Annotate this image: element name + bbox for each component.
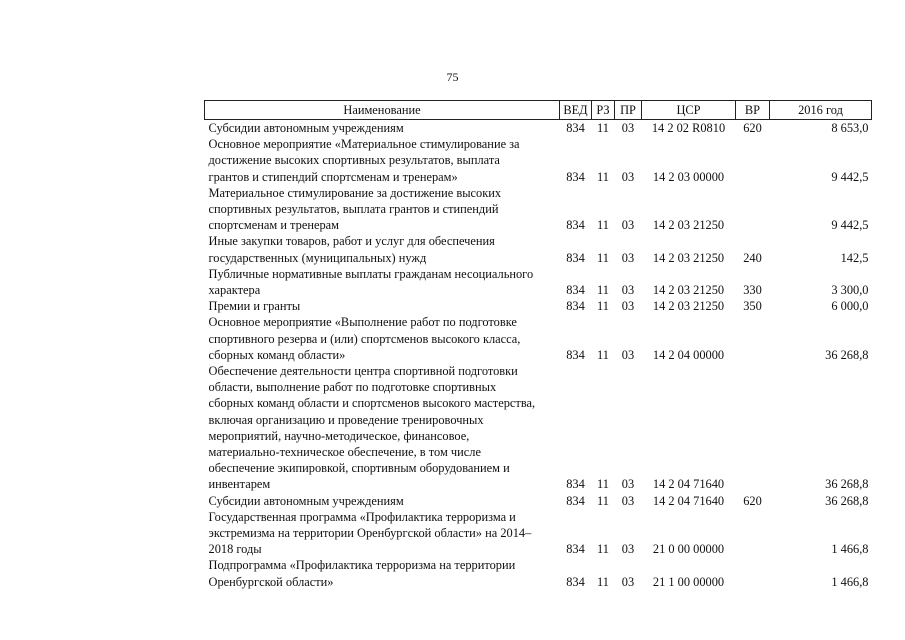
- row-ved: 834: [566, 574, 585, 589]
- row-rz: 11: [597, 283, 609, 298]
- row-amount: 6 000,0: [831, 299, 869, 314]
- row-csr: 14 2 04 00000: [652, 347, 725, 362]
- row-vr: 240: [743, 250, 762, 265]
- row-vr: [736, 363, 770, 493]
- row-pr: 03: [621, 283, 635, 298]
- table-row: [205, 363, 872, 493]
- row-name: [205, 233, 560, 265]
- row-name: [205, 185, 560, 234]
- row-amount: 142,5: [840, 250, 869, 265]
- row-pr: 03: [621, 169, 635, 184]
- row-name-line: грантов и стипендий спортсменам и тренерам»: [208, 169, 458, 184]
- row-name-line: Основное мероприятие «Выполнение работ по подготовке: [208, 315, 517, 330]
- header-name: Наименование: [205, 101, 560, 120]
- row-vr: 620: [743, 493, 762, 508]
- row-vr: [736, 509, 770, 558]
- row-ved: 834: [566, 347, 585, 362]
- budget-table: [204, 100, 872, 590]
- row-csr: 14 2 03 21250: [652, 283, 725, 298]
- row-name-line: включая организацию и проведение тренировочных: [208, 412, 484, 427]
- row-csr: 14 2 03 00000: [652, 169, 725, 184]
- table-row: [205, 185, 872, 234]
- row-name-line: Оренбургской области»: [208, 574, 334, 589]
- row-name-line: Иные закупки товаров, работ и услуг для обеспечения: [208, 234, 495, 249]
- row-name-line: Государственная программа «Профилактика терроризма и: [208, 509, 516, 524]
- row-pr: 03: [621, 250, 635, 265]
- row-pr: 03: [621, 542, 635, 557]
- row-name: [205, 298, 560, 314]
- header-pr: ПР: [615, 101, 642, 120]
- row-pr: 03: [621, 218, 635, 233]
- row-rz: 11: [597, 347, 609, 362]
- row-vr: [736, 185, 770, 234]
- row-name-line: мероприятий, научно-методическое, финансовое,: [208, 428, 470, 443]
- row-ved: 834: [566, 121, 585, 135]
- row-csr: 14 2 02 R0810: [651, 121, 726, 135]
- row-name-line: государственных (муниципальных) нужд: [208, 250, 427, 265]
- row-amount: 36 268,8: [825, 347, 869, 362]
- row-rz: 11: [597, 218, 609, 233]
- row-vr: [736, 136, 770, 185]
- row-amount: 36 268,8: [825, 493, 869, 508]
- header-csr: ЦСР: [642, 101, 736, 120]
- table-row: [205, 314, 872, 363]
- header-ved: ВЕД: [560, 101, 592, 120]
- row-rz: 11: [597, 493, 609, 508]
- row-name-line: материально-техническое обеспечение, в том числе: [208, 445, 481, 460]
- table-row: [205, 298, 872, 314]
- row-vr: 620: [743, 121, 762, 135]
- row-csr: 14 2 03 21250: [652, 299, 725, 314]
- row-name-line: инвентарем: [208, 477, 271, 492]
- row-name-line: Публичные нормативные выплаты гражданам несоциального: [208, 266, 534, 281]
- table-row: [205, 509, 872, 558]
- row-name-line: сборных команд области и спортсменов высокого мастерства,: [208, 396, 536, 411]
- row-name: [205, 493, 560, 509]
- row-rz: 11: [597, 169, 609, 184]
- row-name-line: Основное мероприятие «Материальное стимулирование за: [208, 137, 520, 152]
- row-name-line: сборных команд области»: [208, 347, 346, 362]
- table-row: [205, 120, 872, 137]
- row-amount: 9 442,5: [831, 169, 869, 184]
- row-csr: 14 2 04 71640: [652, 493, 725, 508]
- table-body: [205, 120, 872, 590]
- row-rz: 11: [597, 121, 609, 135]
- row-name-line: Материальное стимулирование за достижение высоких: [208, 185, 502, 200]
- row-name-line: обеспечение экипировкой, спортивным оборудованием и: [208, 461, 510, 476]
- row-name: [205, 120, 560, 137]
- header-vr: ВР: [736, 101, 770, 120]
- row-name-line: Субсидии автономным учреждениям: [208, 121, 404, 135]
- header-rz: РЗ: [592, 101, 615, 120]
- row-csr: 21 1 00 00000: [652, 574, 725, 589]
- row-name: [205, 266, 560, 298]
- row-amount: 8 653,0: [831, 121, 869, 135]
- row-name-line: экстремизма на территории Оренбургской области» на 2014–: [208, 526, 532, 541]
- row-amount: 1 466,8: [831, 542, 869, 557]
- row-name-line: 2018 годы: [208, 542, 262, 557]
- row-name-line: спортивных результатов, выплата грантов и стипендий: [208, 202, 499, 217]
- table-row: [205, 557, 872, 589]
- row-name: [205, 314, 560, 363]
- row-csr: 14 2 03 21250: [652, 250, 725, 265]
- row-ved: 834: [566, 477, 585, 492]
- row-amount: 3 300,0: [831, 283, 869, 298]
- table-header-row: [205, 101, 872, 120]
- row-rz: 11: [597, 250, 609, 265]
- row-pr: 03: [621, 574, 635, 589]
- row-ved: 834: [566, 169, 585, 184]
- row-rz: 11: [597, 299, 609, 314]
- row-vr: 330: [743, 283, 762, 298]
- page-number: 75: [446, 70, 459, 84]
- row-csr: 14 2 04 71640: [652, 477, 725, 492]
- row-ved: 834: [566, 218, 585, 233]
- row-ved: 834: [566, 299, 585, 314]
- row-ved: 834: [566, 283, 585, 298]
- row-vr: 350: [743, 299, 762, 314]
- row-rz: 11: [597, 477, 609, 492]
- row-name-line: Обеспечение деятельности центра спортивной подготовки: [208, 364, 518, 379]
- row-name-line: области, выполнение работ по подготовке спортивных: [208, 380, 497, 395]
- row-name: [205, 363, 560, 493]
- row-name-line: Субсидии автономным учреждениям: [208, 493, 404, 508]
- table-row: [205, 136, 872, 185]
- row-name-line: спортивного резерва и (или) спортсменов высокого класса,: [208, 331, 521, 346]
- row-name: [205, 136, 560, 185]
- row-vr: [736, 314, 770, 363]
- row-name-line: характера: [208, 283, 261, 298]
- row-name-line: Подпрограмма «Профилактика терроризма на территории: [208, 558, 516, 573]
- row-vr: [736, 557, 770, 589]
- table-row: [205, 493, 872, 509]
- row-rz: 11: [597, 574, 609, 589]
- row-pr: 03: [621, 121, 635, 135]
- row-csr: 21 0 00 00000: [652, 542, 725, 557]
- row-amount: 1 466,8: [831, 574, 869, 589]
- table-row: [205, 233, 872, 265]
- row-pr: 03: [621, 299, 635, 314]
- row-name: [205, 509, 560, 558]
- row-pr: 03: [621, 493, 635, 508]
- header-year: 2016 год: [770, 101, 872, 120]
- row-pr: 03: [621, 347, 635, 362]
- row-csr: 14 2 03 21250: [652, 218, 725, 233]
- row-rz: 11: [597, 542, 609, 557]
- row-pr: 03: [621, 477, 635, 492]
- row-name: [205, 557, 560, 589]
- table-row: [205, 266, 872, 298]
- row-name-line: Премии и гранты: [208, 299, 301, 314]
- row-ved: 834: [566, 542, 585, 557]
- row-name-line: спортсменам и тренерам: [208, 218, 339, 233]
- row-ved: 834: [566, 493, 585, 508]
- row-name-line: достижение высоких спортивных результатов, выплата: [208, 153, 500, 168]
- row-ved: 834: [566, 250, 585, 265]
- row-amount: 9 442,5: [831, 218, 869, 233]
- row-amount: 36 268,8: [825, 477, 869, 492]
